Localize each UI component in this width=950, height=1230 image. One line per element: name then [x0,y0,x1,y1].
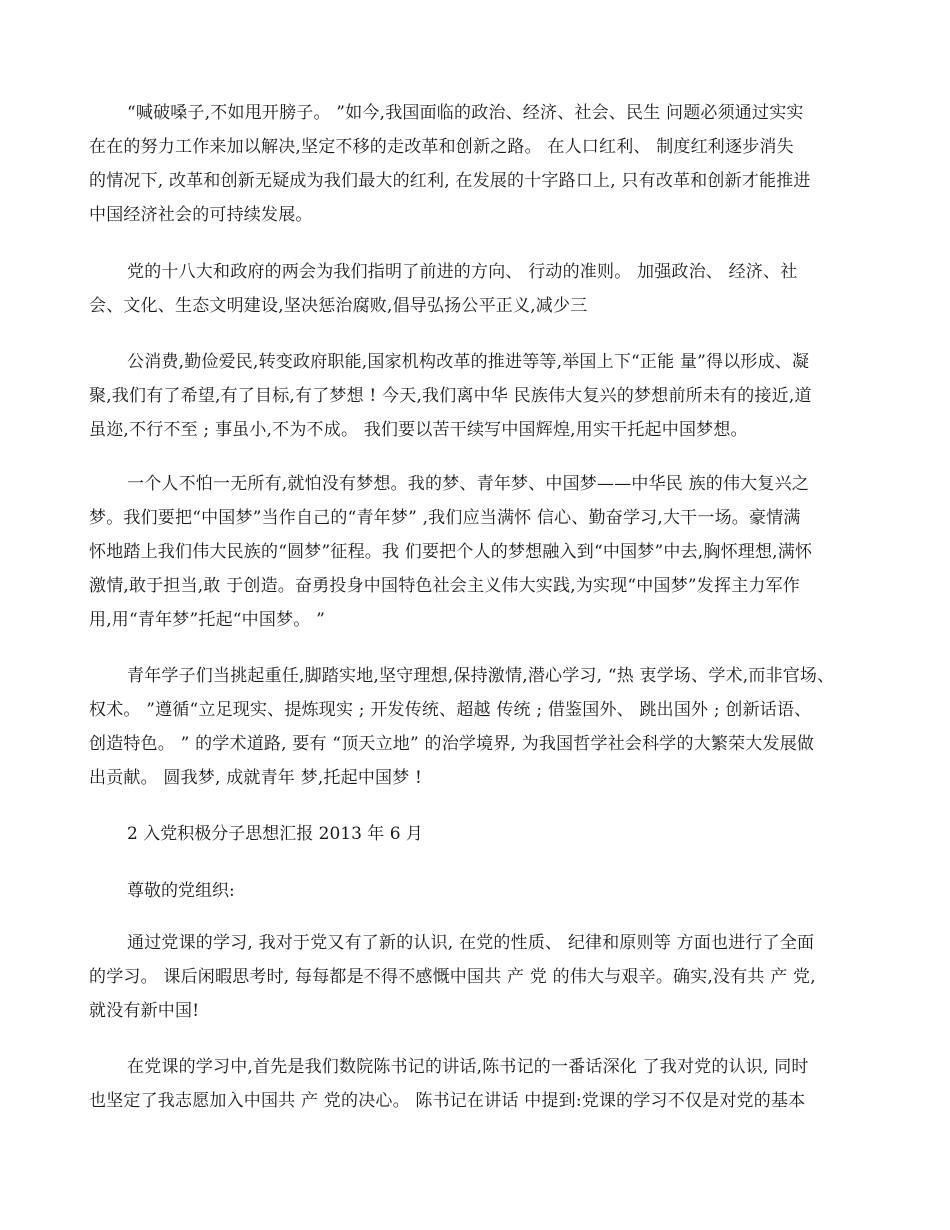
paragraph-5 [89,659,864,795]
paragraph-line: 在在的努力工作来加以解决,坚定不移的走改革和创新之路。 在人口红利、 制度红利逐步消失 [89,137,794,157]
paragraph-line: 出贡献。 圆我梦, 成就青年 梦,托起中国梦 ! [89,768,423,788]
paragraph-6 [89,926,864,1028]
paragraph-line: 党的十八大和政府的两会为我们指明了前进的方向、 行动的准则。 加强政治、 经济、社 [127,262,798,282]
paragraph-line: 用,用“青年梦”托起“中国梦。 ” [89,610,325,630]
paragraph-1 [89,96,864,232]
paragraph-line: 梦。我们要把“中国梦”当作自己的“青年梦” ,我们应当满怀 信心、勤奋学习,大干一场。豪情满 [89,508,801,528]
paragraph-line: 创造特色。 ” 的学术道路, 要有 “顶天立地” 的治学境界, 为我国哲学社会科学的大繁荣大发展做 [89,734,815,754]
section-heading: 2 入党积极分子思想汇报 2013 年 6 月 [127,824,423,844]
paragraph-line: 中国经济社会的可持续发展。 [89,205,313,225]
paragraph-line: 权术。 ”遵循“立足现实、提炼现实 ; 开发传统、超越 传统 ; 借鉴国外、 跳出国外 ; 创新话语、 [89,700,812,720]
paragraph-line: 会、文化、生态文明建设,坚决惩治腐败,倡导弘扬公平正义,减少三 [89,296,588,316]
paragraph-line: 聚,我们有了希望,有了目标,有了梦想 ! 今天,我们离中华 民族伟大复兴的梦想前所未有的接近,道 [89,386,812,406]
salutation: 尊敬的党组织: [127,881,235,901]
paragraph-line: 公消费,勤俭爱民,转变政府职能,国家机构改革的推进等等,举国上下“正能 量”得以形成、凝 [127,352,810,372]
paragraph-line: “喊破嗓子,不如甩开膀子。 ”如今,我国面临的政治、经济、社会、民生 问题必须通过实实 [127,103,804,123]
paragraph-line: 青年学子们当挑起重任,脚踏实地,坚守理想,保持激情,潜心学习, “热 衷学场、学术,而非官场、 [127,666,835,686]
paragraph-line: 也坚定了我志愿加入中国共 产 党的决心。 陈书记在讲话 中提到:党课的学习不仅是对党的基本 [89,1091,806,1111]
paragraph-line: 一个人不怕一无所有,就怕没有梦想。我的梦、青年梦、中国梦——中华民 族的伟大复兴之 [127,474,810,494]
paragraph-7 [89,1050,864,1118]
paragraph-line: 通过党课的学习, 我对于党又有了新的认识, 在党的性质、 纪律和原则等 方面也进行了全面 [127,933,815,953]
paragraph-line: 虽迩,不行不至 ; 事虽小,不为不成。 我们要以苦干续写中国辉煌,用实干托起中国梦想。 [89,420,748,440]
paragraph-line: 的情况下, 改革和创新无疑成为我们最大的红利, 在发展的十字路口上, 只有改革和创新才能推进 [89,171,811,191]
paragraph-2 [89,255,864,323]
paragraph-3 [89,345,864,447]
paragraph-line: 怀地踏上我们伟大民族的“圆梦”征程。我 们要把个人的梦想融入到“中国梦”中去,胸怀理想,满怀 [89,542,813,562]
paragraph-4 [89,467,864,637]
paragraph-line: 激情,敢于担当,敢 于创造。奋勇投身中国特色社会主义伟大实践,为实现“中国梦”发挥主力军作 [89,576,800,596]
paragraph-line: 的学习。 课后闲暇思考时, 每每都是不得不感慨中国共 产 党 的伟大与艰辛。确实,没有共 产 党, [89,967,816,987]
paragraph-line: 就没有新中国! [89,1001,200,1021]
paragraph-line: 在党课的学习中,首先是我们数院陈书记的讲话,陈书记的一番话深化 了我对党的认识, 同时 [127,1057,809,1077]
